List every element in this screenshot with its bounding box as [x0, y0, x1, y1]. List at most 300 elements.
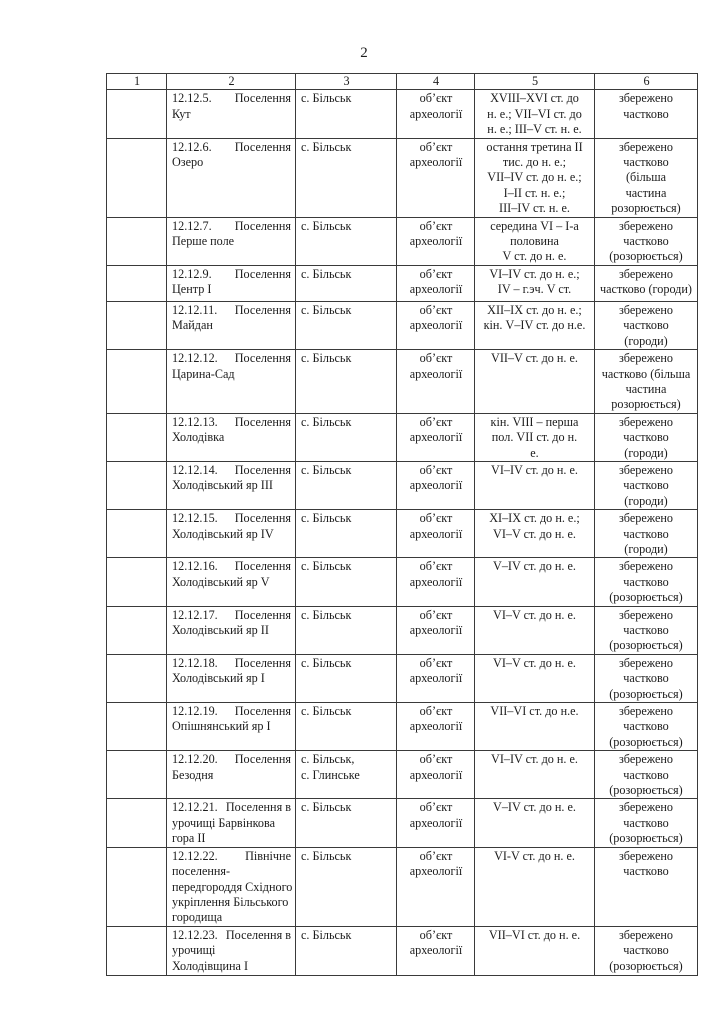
table-row — [107, 350, 698, 414]
cell-location — [296, 606, 397, 654]
page-number: 2 — [360, 45, 368, 61]
state-line: частково — [623, 478, 669, 493]
site-title-line: Царина-Сад — [172, 366, 235, 381]
object-type-line: об’єкт — [419, 462, 453, 477]
cell-location — [296, 350, 397, 414]
table-row — [107, 606, 698, 654]
object-type-line: археології — [409, 106, 463, 121]
location-line: с. Більськ — [301, 800, 352, 815]
cell-object-type — [397, 90, 475, 138]
cell-object-type — [397, 654, 475, 702]
cell-dating — [475, 301, 595, 349]
state-line: частково — [623, 943, 669, 958]
state-line: частково — [623, 526, 669, 541]
cell-index — [107, 265, 167, 301]
cell-location — [296, 654, 397, 702]
state-line: збережено — [618, 655, 674, 670]
object-type-line: об’єкт — [419, 91, 453, 106]
object-type-line: археології — [409, 815, 463, 830]
site-title-line: Холодівський яр IV — [172, 526, 274, 541]
dating-line: V–IV ст. до н. е. — [493, 800, 576, 815]
cell-dating — [475, 510, 595, 558]
state-line: збережено — [618, 848, 674, 863]
site-name-first-line — [172, 849, 291, 864]
table-row — [107, 461, 698, 509]
cell-location — [296, 558, 397, 606]
location-line: с. Більськ — [301, 218, 352, 233]
table-row — [107, 847, 698, 926]
state-line: збережено — [618, 218, 674, 233]
table-row — [107, 654, 698, 702]
cell-site-name — [167, 703, 296, 751]
cell-location — [296, 265, 397, 301]
table-row — [107, 217, 698, 265]
cell-object-type — [397, 217, 475, 265]
cell-index — [107, 654, 167, 702]
dating-line: I–II ст. н. е.; — [503, 185, 566, 200]
site-code: 12.12.22. — [172, 848, 218, 863]
dating-line: половина — [510, 234, 559, 249]
cell-state — [595, 265, 698, 301]
cell-dating — [475, 90, 595, 138]
location-line: с. Більськ — [301, 302, 352, 317]
cell-object-type — [397, 847, 475, 926]
site-title-first: Поселення — [234, 91, 291, 106]
cell-dating — [475, 926, 595, 975]
state-line: збережено — [618, 462, 674, 477]
site-name-first-line — [172, 219, 291, 234]
site-title-first: Північне — [245, 848, 291, 863]
cell-index — [107, 138, 167, 217]
cell-state — [595, 703, 698, 751]
dating-line: V–IV ст. до н. е. — [493, 559, 576, 574]
object-type-line: об’єкт — [419, 927, 453, 942]
state-line: частково (городи) — [600, 282, 692, 297]
site-name-first-line — [172, 752, 291, 767]
cell-location — [296, 751, 397, 799]
location-line: с. Більськ — [301, 91, 352, 106]
cell-index — [107, 558, 167, 606]
state-line: (більша — [625, 170, 667, 185]
state-line: розорюється) — [611, 397, 681, 412]
table-header-row — [107, 74, 698, 90]
object-type-line: об’єкт — [419, 266, 453, 281]
dating-line: VI–IV ст. до н. е.; — [489, 266, 580, 281]
site-name-first-line — [172, 800, 291, 815]
object-type-line: об’єкт — [419, 655, 453, 670]
site-title-line: Опішнянський яр I — [172, 719, 271, 734]
table-row — [107, 751, 698, 799]
object-type-line: об’єкт — [419, 139, 453, 154]
cell-dating — [475, 461, 595, 509]
state-line: (розорюється) — [609, 958, 683, 973]
object-type-line: об’єкт — [419, 351, 453, 366]
state-line: збережено — [618, 704, 674, 719]
table-row — [107, 510, 698, 558]
state-line: частково — [623, 864, 669, 879]
cell-object-type — [397, 461, 475, 509]
cell-state — [595, 461, 698, 509]
state-line: (розорюється) — [609, 734, 683, 749]
site-code: 12.12.21. — [172, 800, 218, 815]
cell-object-type — [397, 799, 475, 847]
state-line: (городи) — [624, 445, 668, 460]
state-line: (розорюється) — [609, 783, 683, 798]
column-header: 6 — [595, 74, 698, 90]
dating-line: н. е.; III–V ст. н. е. — [487, 122, 582, 137]
register-table — [106, 73, 698, 976]
cell-dating — [475, 751, 595, 799]
table-row — [107, 413, 698, 461]
cell-dating — [475, 413, 595, 461]
cell-state — [595, 799, 698, 847]
site-name-first-line — [172, 303, 291, 318]
site-title-first: Поселення — [234, 752, 291, 767]
site-name-first-line — [172, 928, 291, 943]
site-title-first: Поселення в — [225, 800, 291, 815]
state-line: (розорюється) — [609, 590, 683, 605]
cell-index — [107, 510, 167, 558]
location-line: с. Більськ — [301, 607, 352, 622]
cell-site-name — [167, 461, 296, 509]
site-code: 12.12.6. — [172, 139, 212, 154]
table-row — [107, 301, 698, 349]
state-line: частково — [623, 623, 669, 637]
site-title-first: Поселення — [234, 704, 291, 719]
site-name-first-line — [172, 704, 291, 719]
site-title-line: поселення- — [172, 864, 231, 879]
column-header: 1 — [107, 74, 167, 90]
site-title-line: передгороддя Східного — [172, 879, 293, 894]
cell-index — [107, 301, 167, 349]
cell-location — [296, 510, 397, 558]
site-title-first: Поселення — [234, 607, 291, 622]
dating-line: тис. до н. е.; — [502, 155, 567, 170]
object-type-line: археології — [409, 366, 463, 381]
cell-object-type — [397, 138, 475, 217]
site-code: 12.12.20. — [172, 752, 218, 767]
cell-index — [107, 751, 167, 799]
state-line: частково — [623, 671, 669, 686]
table-row — [107, 265, 698, 301]
cell-object-type — [397, 606, 475, 654]
cell-index — [107, 461, 167, 509]
location-line: с. Більськ — [301, 266, 352, 281]
dating-line: IV – г.эч. V ст. — [497, 282, 572, 297]
site-name-first-line — [172, 559, 291, 574]
state-line: частково — [623, 318, 669, 333]
object-type-line: об’єкт — [419, 302, 453, 317]
object-type-line: археології — [409, 282, 463, 297]
object-type-line: археології — [409, 478, 463, 493]
site-code: 12.12.5. — [172, 91, 212, 106]
cell-dating — [475, 350, 595, 414]
dating-line: VII–VI ст. до н.е. — [490, 704, 579, 719]
cell-dating — [475, 138, 595, 217]
cell-object-type — [397, 350, 475, 414]
dating-line: XI–IX ст. до н. е.; — [489, 511, 580, 526]
site-title-line: Майдан — [172, 318, 213, 333]
state-line: збережено — [618, 800, 674, 815]
state-line: збережено — [618, 927, 674, 942]
state-line: збережено — [618, 752, 674, 767]
dating-line: VI–IV ст. до н. е. — [491, 752, 578, 767]
site-code: 12.12.9. — [172, 266, 212, 281]
site-title-line: Холодівський яр V — [172, 574, 270, 589]
cell-dating — [475, 606, 595, 654]
state-line: збережено — [618, 607, 674, 622]
state-line: частково — [623, 767, 669, 782]
state-line: (городи) — [624, 541, 668, 556]
state-line: частково — [623, 430, 669, 445]
state-line: частково (більша — [601, 366, 691, 381]
state-line: частина — [625, 381, 667, 396]
dating-line: середина VI – I-а — [490, 218, 579, 233]
site-title-line: Перше поле — [172, 234, 235, 249]
object-type-line: археології — [409, 864, 463, 879]
site-code: 12.12.11. — [172, 302, 218, 317]
cell-state — [595, 558, 698, 606]
table-row — [107, 703, 698, 751]
site-title-first: Поселення — [234, 218, 291, 233]
cell-index — [107, 847, 167, 926]
site-title-first: Поселення — [234, 302, 291, 317]
site-title-line: Холодівка — [172, 430, 225, 445]
location-line: с. Більськ — [301, 848, 352, 863]
cell-location — [296, 926, 397, 975]
object-type-line: археології — [409, 234, 463, 249]
dating-line: VI–V ст. до н. е. — [493, 607, 576, 622]
cell-location — [296, 847, 397, 926]
column-header: 2 — [167, 74, 296, 90]
cell-location — [296, 799, 397, 847]
object-type-line: об’єкт — [419, 800, 453, 815]
cell-location — [296, 90, 397, 138]
cell-location — [296, 301, 397, 349]
cell-object-type — [397, 751, 475, 799]
object-type-line: археології — [409, 671, 463, 686]
state-line: збережено — [618, 139, 674, 154]
column-header: 5 — [475, 74, 595, 90]
cell-index — [107, 926, 167, 975]
site-name-first-line — [172, 351, 291, 366]
cell-site-name — [167, 350, 296, 414]
site-code: 12.12.12. — [172, 351, 218, 366]
cell-site-name — [167, 926, 296, 975]
state-line: збережено — [618, 559, 674, 574]
cell-object-type — [397, 558, 475, 606]
dating-line: VI–IV ст. до н. е. — [491, 462, 578, 477]
site-title-first: Поселення — [234, 351, 291, 366]
object-type-line: об’єкт — [419, 218, 453, 233]
cell-site-name — [167, 138, 296, 217]
object-type-line: об’єкт — [419, 704, 453, 719]
site-title-first: Поселення — [234, 462, 291, 477]
site-title-line: Холодівський яр I — [172, 671, 265, 686]
state-line: (городи) — [624, 493, 668, 508]
state-line: (розорюється) — [609, 638, 683, 653]
cell-index — [107, 413, 167, 461]
site-title-first: Поселення — [234, 511, 291, 526]
site-title-line: Холодівщина I — [172, 958, 249, 973]
site-title-first: Поселення в — [225, 927, 291, 942]
object-type-line: археології — [409, 943, 463, 958]
state-line: (городи) — [624, 333, 668, 348]
object-type-line: об’єкт — [419, 752, 453, 767]
location-line: с. Більськ — [301, 927, 352, 942]
cell-site-name — [167, 558, 296, 606]
site-name-first-line — [172, 463, 291, 478]
site-title-line: Холодівський яр III — [172, 478, 273, 493]
site-title-line: урочищі Барвінкова — [172, 815, 275, 830]
dating-line: остання третина II — [486, 139, 583, 154]
cell-state — [595, 510, 698, 558]
cell-index — [107, 350, 167, 414]
state-line: частково — [623, 574, 669, 589]
cell-state — [595, 413, 698, 461]
cell-state — [595, 301, 698, 349]
cell-object-type — [397, 926, 475, 975]
dating-line: VII–VI ст. до н. е. — [488, 927, 581, 942]
object-type-line: археології — [409, 623, 463, 637]
cell-dating — [475, 703, 595, 751]
site-title-line: Озеро — [172, 155, 204, 170]
object-type-line: об’єкт — [419, 414, 453, 429]
site-code: 12.12.14. — [172, 462, 218, 477]
site-code: 12.12.23. — [172, 927, 218, 942]
site-title-first: Поселення — [234, 139, 291, 154]
cell-index — [107, 703, 167, 751]
cell-object-type — [397, 265, 475, 301]
cell-dating — [475, 654, 595, 702]
cell-state — [595, 606, 698, 654]
cell-location — [296, 413, 397, 461]
cell-state — [595, 350, 698, 414]
cell-object-type — [397, 413, 475, 461]
state-line: збережено — [618, 91, 674, 106]
state-line: (розорюється) — [609, 831, 683, 846]
dating-line: XII–IX ст. до н. е.; — [487, 302, 582, 317]
dating-line: VII–V ст. до н. е. — [491, 351, 578, 366]
cell-dating — [475, 847, 595, 926]
dating-line: VI–V ст. до н. е. — [493, 526, 576, 541]
dating-line: III–IV ст. н. е. — [499, 201, 570, 216]
site-name-first-line — [172, 415, 291, 430]
dating-line: VII–IV ст. до н. е.; — [487, 170, 582, 185]
state-line: (розорюється) — [609, 686, 683, 701]
cell-site-name — [167, 847, 296, 926]
location-line: с. Більськ — [301, 462, 352, 477]
cell-state — [595, 90, 698, 138]
object-type-line: об’єкт — [419, 607, 453, 622]
location-line: с. Більськ — [301, 351, 352, 366]
site-code: 12.12.16. — [172, 559, 218, 574]
state-line: частково — [623, 155, 669, 170]
cell-site-name — [167, 654, 296, 702]
dating-line: VI-V ст. до н. е. — [494, 848, 575, 863]
location-line: с. Більськ — [301, 414, 352, 429]
cell-location — [296, 217, 397, 265]
cell-site-name — [167, 90, 296, 138]
state-line: збережено — [618, 302, 674, 317]
table-row — [107, 138, 698, 217]
cell-index — [107, 606, 167, 654]
site-title-first: Поселення — [234, 559, 291, 574]
cell-dating — [475, 265, 595, 301]
table-row — [107, 799, 698, 847]
cell-dating — [475, 217, 595, 265]
cell-dating — [475, 558, 595, 606]
site-title-line: укріплення Більського — [172, 894, 289, 909]
site-name-first-line — [172, 140, 291, 155]
site-name-first-line — [172, 608, 291, 623]
site-title-line: городища — [172, 910, 223, 925]
table-row — [107, 558, 698, 606]
site-title-line: Безодня — [172, 767, 214, 782]
site-code: 12.12.7. — [172, 218, 212, 233]
object-type-line: археології — [409, 430, 463, 445]
cell-site-name — [167, 799, 296, 847]
location-line: с. Більськ — [301, 139, 352, 154]
site-title-line: Кут — [172, 106, 191, 121]
site-title-first: Поселення — [234, 414, 291, 429]
cell-state — [595, 751, 698, 799]
site-name-first-line — [172, 511, 291, 526]
object-type-line: об’єкт — [419, 848, 453, 863]
table-row — [107, 90, 698, 138]
object-type-line: археології — [409, 574, 463, 589]
state-line: збережено — [618, 266, 674, 281]
cell-object-type — [397, 510, 475, 558]
cell-index — [107, 217, 167, 265]
location-line: с. Більськ, — [301, 752, 355, 767]
cell-site-name — [167, 301, 296, 349]
cell-site-name — [167, 751, 296, 799]
cell-index — [107, 90, 167, 138]
object-type-line: об’єкт — [419, 559, 453, 574]
object-type-line: об’єкт — [419, 511, 453, 526]
cell-state — [595, 926, 698, 975]
cell-state — [595, 217, 698, 265]
cell-index — [107, 799, 167, 847]
state-line: частина — [625, 185, 667, 200]
cell-site-name — [167, 217, 296, 265]
object-type-line: археології — [409, 767, 463, 782]
dating-line: пол. VII ст. до н. — [491, 430, 578, 445]
dating-line: XVIII–XVI ст. до — [490, 91, 579, 106]
site-name-first-line — [172, 91, 291, 106]
object-type-line: археології — [409, 318, 463, 333]
state-line: (розорюється) — [609, 249, 683, 264]
site-code: 12.12.19. — [172, 704, 218, 719]
site-code: 12.12.13. — [172, 414, 218, 429]
location-line: с. Більськ — [301, 655, 352, 670]
state-line: збережено — [618, 351, 674, 366]
site-title-first: Поселення — [234, 266, 291, 281]
site-title-line: гора II — [172, 831, 206, 846]
state-line: частково — [623, 234, 669, 249]
site-title-line: урочищі — [172, 943, 216, 958]
dating-line: кін. V–IV ст. до н.е. — [483, 318, 586, 333]
site-name-first-line — [172, 656, 291, 671]
location-line: с. Більськ — [301, 704, 352, 719]
cell-state — [595, 138, 698, 217]
column-header: 4 — [397, 74, 475, 90]
object-type-line: археології — [409, 526, 463, 541]
cell-object-type — [397, 301, 475, 349]
state-line: частково — [623, 719, 669, 734]
table-row — [107, 926, 698, 975]
